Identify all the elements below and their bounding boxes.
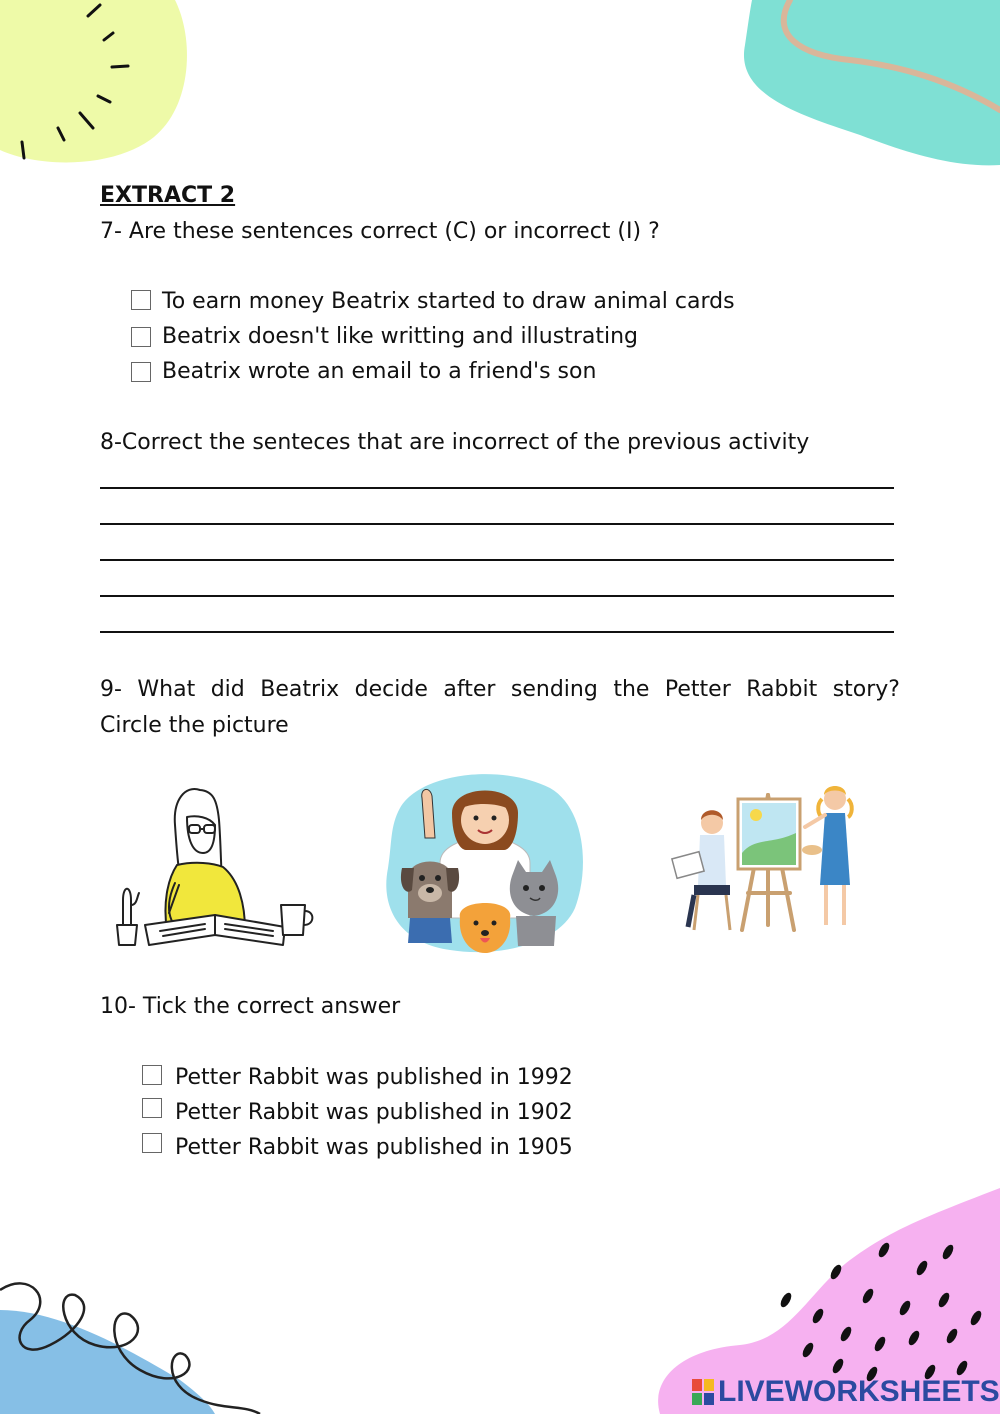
- question-9-line-2: Circle the picture: [100, 713, 289, 738]
- q10-item-3: Petter Rabbit was published in 1905: [175, 1135, 573, 1160]
- q10-item-1: Petter Rabbit was published in 1992: [175, 1065, 573, 1090]
- q9-word: Petter: [664, 677, 731, 702]
- liveworksheets-logo-icon: [692, 1379, 714, 1405]
- question-7-prompt: 7- Are these sentences correct (C) or incorrect (I) ?: [100, 219, 660, 244]
- question-10-prompt: 10- Tick the correct answer: [100, 994, 401, 1019]
- q9-word: What: [137, 677, 196, 702]
- painters-at-easel-picture[interactable]: [660, 775, 885, 935]
- q7-item-2: Beatrix doesn't like writting and illustrating: [162, 324, 638, 349]
- answer-line-2[interactable]: [100, 523, 894, 525]
- answer-line-4[interactable]: [100, 595, 894, 597]
- question-8-prompt: 8-Correct the senteces that are incorrect of the previous activity: [100, 430, 810, 455]
- liveworksheets-logo[interactable]: [692, 1375, 1000, 1409]
- q9-word: after: [443, 677, 496, 702]
- liveworksheets-logo-text: LIVEWORKSHEETS: [718, 1375, 1000, 1408]
- q9-word: did: [210, 677, 245, 702]
- q9-word: the: [613, 677, 650, 702]
- answer-line-1[interactable]: [100, 487, 894, 489]
- q7-checkbox-1[interactable]: [131, 290, 151, 310]
- section-title: EXTRACT 2: [100, 183, 236, 208]
- q7-checkbox-2[interactable]: [131, 327, 151, 347]
- blue-blob-shape: [0, 1310, 215, 1414]
- yellow-blob-shape: [0, 0, 187, 162]
- q10-checkbox-2[interactable]: [142, 1098, 162, 1118]
- q9-word: Beatrix: [260, 677, 340, 702]
- q9-word: story?: [832, 677, 900, 702]
- q10-checkbox-1[interactable]: [142, 1065, 162, 1085]
- q10-item-2: Petter Rabbit was published in 1902: [175, 1100, 573, 1125]
- question-9-prompt: [100, 672, 900, 744]
- q9-word: Rabbit: [746, 677, 818, 702]
- q9-word: 9-: [100, 677, 122, 702]
- vet-with-pets-picture[interactable]: [380, 768, 590, 958]
- q10-checkbox-3[interactable]: [142, 1133, 162, 1153]
- answer-line-5[interactable]: [100, 631, 894, 633]
- q9-word: sending: [510, 677, 598, 702]
- question-9-line-1: [100, 672, 900, 708]
- q7-item-3: Beatrix wrote an email to a friend's son: [162, 359, 597, 384]
- q7-checkbox-3[interactable]: [131, 362, 151, 382]
- q7-item-1: To earn money Beatrix started to draw animal cards: [162, 289, 735, 314]
- answer-line-3[interactable]: [100, 559, 894, 561]
- q9-word: decide: [354, 677, 428, 702]
- writer-at-desk-picture[interactable]: [105, 765, 320, 960]
